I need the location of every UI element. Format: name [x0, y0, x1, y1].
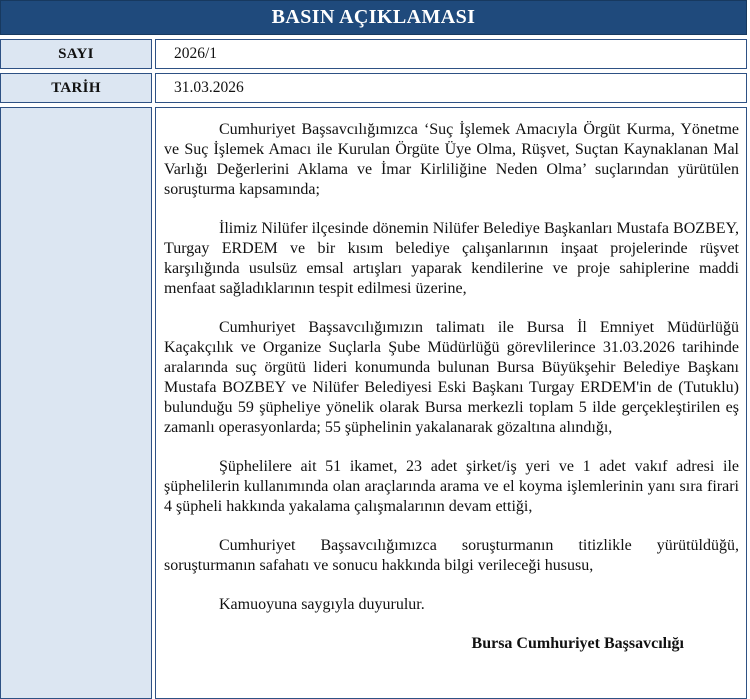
paragraph-searches-and-fugitives: Şüphelilere ait 51 ikamet, 23 adet şirket/iş yeri ve 1 adet vakıf adresi ile şüphelilerin kullanımında olan araçlarında arama ve el koyma işlemlerinin yanı sıra firari 4 şüpheli hakkında yakalama çalışmalarının devam ettiği, [164, 458, 739, 515]
sayi-label-cell [0, 39, 152, 69]
body-left-spacer-cell [0, 107, 152, 699]
body-text-cell [155, 107, 747, 699]
tarih-value-cell [155, 73, 747, 103]
sayi-value: 2026/1 [174, 45, 218, 62]
document-title-bar [0, 0, 747, 35]
sayi-label: SAYI [58, 45, 94, 62]
paragraph-public-announcement: Kamuoyuna saygıyla duyurulur. [219, 596, 425, 613]
sayi-value-cell [155, 39, 747, 69]
tarih-label: TARİH [51, 79, 101, 96]
tarih-label-cell [0, 73, 152, 103]
paragraph-investigation-status: Cumhuriyet Başsavcılığımızca soruşturmanın titizlikle yürütüldüğü, soruşturmanın safahatı ve sonucu hakkında bilgi verileceği hususu, [164, 537, 739, 574]
signature-line: Bursa Cumhuriyet Başsavcılığı [471, 635, 684, 652]
document-title: BASIN AÇIKLAMASI [271, 6, 476, 28]
paragraph-investigation-scope: Cumhuriyet Başsavcılığımızca ‘Suç İşlemek Amacıyla Örgüt Kurma, Yönetme ve Suç İşlemek Amacı ile Kurulan Örgüte Üye Olma, Rüşvet, Suçtan Kaynaklanan Mal Varlığı Değerlerini Aklama ve İmar Kirliliğine Neden Olma’ suçlarından yürütülen soruşturma kapsamında; [164, 121, 739, 198]
paragraph-operation-details: Cumhuriyet Başsavcılığımızın talimatı ile Bursa İl Emniyet Müdürlüğü Kaçakçılık ve Organize Suçlarla Şube Müdürlüğü görevlilerince 31.03.2026 tarihinde aralarında suç örgütü lideri konumunda bulunan Bursa Büyükşehir Belediye Başkanı Mustafa BOZBEY ve Nilüfer Belediyesi Eski Başkanı Turgay ERDEM'in de (Tutuklu) bulunduğu 59 şüpheliye yönelik olarak Bursa merkezli toplam 5 ilde gerçekleştirilen eş zamanlı operasyonlarda; 55 şüphelinin yakalanarak gözaltına alındığı, [164, 319, 739, 436]
tarih-value: 31.03.2026 [174, 79, 244, 96]
paragraph-suspects-determination: İlimiz Nilüfer ilçesinde dönemin Nilüfer Belediye Başkanları Mustafa BOZBEY, Turgay ERDEM ve bir kısım belediye çalışanlarının inşaat projelerinde rüşvet karşılığında usulsüz emsal artışları yaparak kendilerine ve proje sahiplerine maddi menfaat sağladıklarının tespit edilmesi üzerine, [164, 220, 739, 297]
